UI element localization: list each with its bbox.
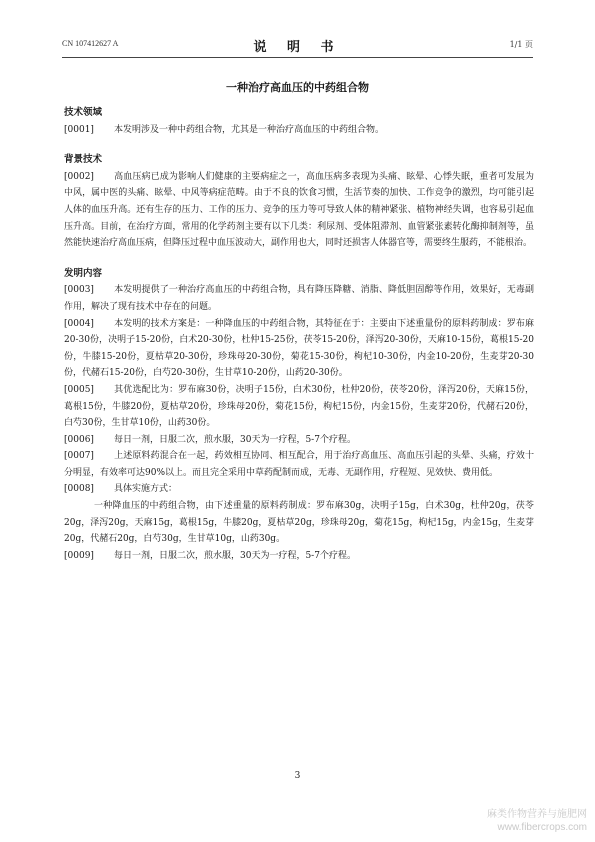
paragraph-text: 其优选配比为：罗布麻30份，决明子15份，白术30份，杜仲20份，茯苓20份，泽泻20份，天麻15份，葛根15份，牛膝20份，夏枯草20份，珍珠母20份，菊花15份，枸杞15份，内金15份，生麦芽20份，代赭石20份，白芍30份，生甘草10份，山药30份。	[64, 384, 534, 429]
section-heading-tech-field: 技术领域	[64, 107, 103, 118]
watermark-url: www.fibercrops.com	[497, 822, 587, 833]
paragraph-number: [0009]	[64, 550, 94, 561]
page-label: 1/1 页	[509, 40, 533, 49]
paragraph-0005	[64, 382, 534, 432]
header-divider	[62, 57, 533, 58]
paragraph-number: [0005]	[64, 384, 94, 395]
paragraph-text: 高血压病已成为影响人们健康的主要病症之一，高血压病多表现为头痛、眩晕、心悸失眠，重者可发展为中风，属中医的头痛、眩晕、中风等病症范畴。由于不良的饮食习惯，生活节奏的加快、工作竞争的激烈，均可能引起人体的血压升高。还有生存的压力、工作的压力、竞争的压力等可导致人体的精神紧张、植物神经失调，也容易引起血压升高。目前，在治疗方面，常用的化学药剂主要有以下几类：利尿剂、受体阻滞剂、血管紧张素转化酶抑制剂等，虽然能快速治疗高血压病，但降压过程中血压波动大，副作用也大，同时还损害人体器官等，需要终生服药，不能根治。	[64, 171, 534, 249]
paragraph-number: [0004]	[64, 318, 94, 329]
page-header	[62, 36, 533, 55]
page-number: 3	[294, 771, 301, 781]
paragraph-0004	[64, 316, 534, 382]
section-heading-invention: 发明内容	[64, 267, 103, 279]
paragraph-text: 本发明的技术方案是：一种降血压的中药组合物，其特征在于：主要由下述重量份的原料药制成：罗布麻20-30份，决明子15-20份，白术20-30份，杜仲15-25份，茯苓15-20份，泽泻20-30份，天麻10-15份，葛根15-20份，牛膝15-20份，夏枯草20-30份，珍珠母20-30份，菊花15-30份，枸杞10-30份，内金10-20份，生麦芽20-30份，代赭石15-20份，白芍20-30份，生甘草10-20份，山药20-30份。	[64, 318, 534, 379]
paragraph-number: [0006]	[64, 434, 94, 445]
watermark	[487, 808, 587, 834]
document-title: 一种治疗高血压的中药组合物	[226, 81, 369, 94]
paragraph-0007	[64, 448, 534, 481]
paragraph-0003	[64, 282, 534, 315]
paragraph-0002	[64, 169, 534, 252]
paragraph-number: [0001]	[64, 124, 94, 135]
paragraph-text: 每日一剂，日服二次，煎水服，30天为一疗程，5-7个疗程。	[114, 434, 356, 445]
document-body	[64, 105, 534, 564]
paragraph-0008-continued: 一种降血压的中药组合物，由下述重量的原料药制成：罗布麻30g，决明子15g，白术30g，杜仲20g，茯苓20g，泽泻20g，天麻15g，葛根15g，牛膝20g，夏枯草20g，珍珠母20g，菊花15g，枸杞15g，内金15g，生麦芽20g，代赭石20g，白芍30g，生甘草10g，山药30g。	[64, 501, 534, 545]
paragraph-text: 每日一剂，日服二次，煎水服，30天为一疗程，5-7个疗程。	[114, 550, 356, 561]
publication-number: CN 107412627 A	[62, 39, 119, 48]
section-heading-background: 背景技术	[64, 154, 103, 166]
paragraph-0009	[64, 548, 534, 565]
paragraph-text: 上述原料药混合在一起，药效相互协同、相互配合，用于治疗高血压、高血压引起的头晕、头痛，疗效十分明显，有效率可达90%以上。而且完全采用中草药配制而成，无毒、无副作用，疗程短、见效快、费用低。	[64, 451, 534, 478]
paragraph-0008	[64, 481, 534, 498]
paragraph-number: [0003]	[64, 285, 94, 296]
paragraph-number: [0002]	[64, 171, 94, 182]
paragraph-number: [0007]	[64, 451, 94, 462]
paragraph-text: 具体实施方式：	[114, 484, 178, 495]
header-title: 说 明 书	[253, 40, 342, 55]
paragraph-0001	[64, 122, 534, 139]
paragraph-number: [0008]	[64, 484, 94, 495]
paragraph-text: 本发明涉及一种中药组合物，尤其是一种治疗高血压的中药组合物。	[114, 124, 385, 135]
paragraph-text: 本发明提供了一种治疗高血压的中药组合物，具有降压降糖、消脂、降低胆固醇等作用，效果好，无毒副作用，解决了现有技术中存在的问题。	[64, 285, 534, 312]
watermark-site-name: 麻类作物营养与施肥网	[487, 809, 587, 820]
paragraph-0006	[64, 432, 534, 449]
